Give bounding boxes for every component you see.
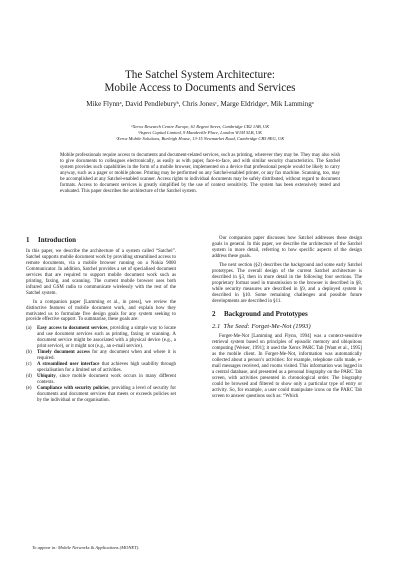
- left-column: [26, 236, 176, 404]
- goal-text: that achieves high usability through specialisation for a limited set of activities.: [37, 362, 177, 374]
- goal-title: A streamlined user interface: [37, 362, 100, 368]
- affiliation-c: ᶜXerox Mobile Solutions, Burleigh House, 13-15 Newmarket Road, Cambridge CB5 8EG, UK: [115, 136, 285, 141]
- design-goal-item: [26, 326, 176, 350]
- section-number: 1: [26, 236, 30, 244]
- subsection-title: The Seed: Forget-Me-Not (1993): [223, 323, 311, 331]
- section-heading-introduction: [26, 236, 176, 245]
- publication-footnote: To appear in: Mobile Networks & Applications (MONET).: [32, 545, 140, 550]
- goal-label: (a): [26, 326, 32, 332]
- affiliation-a: ᵃXerox Research Centre Europe, 61 Regent Street, Cambridge CB2 1AB, UK: [130, 124, 270, 129]
- goal-text: , providing a level of security for documents and document services that meets or exceeds policies set by the individual or the organisation.: [37, 385, 176, 403]
- design-goal-item: [26, 386, 176, 404]
- affiliation-b: ᵇAspect Capital Limited, 9 Mandeville Place, London W1M 5LB, UK: [138, 130, 262, 135]
- section-number: 2: [212, 310, 216, 319]
- goal-title: Ubiquity: [37, 374, 56, 380]
- goal-text: for any document when and where it is required.: [37, 350, 176, 362]
- goal-text: , since mobile document work occurs in many different contexts.: [37, 374, 176, 386]
- abstract: Mobile professionals require access to documents and document-related services, such as printing, wherever they may be. They may also wish to give documents to colleagues electronically, as easily as with paper, face-to-face, and with similar security characteristics. The Satchel system provides such capabilities in the form of a mobile browser, implemented on a device that professional people would be likely to carry anyway, such as a pager or mobile phone. Printing may be performed on any Satchel-enabled printer, or any fax machine. Scanning, too, may be accomplished at any Satchel-enabled scanner. Access rights to individual documents may be safely distributed, without regard to document formats. Access to document services is greatly simplified by the use of context sensitivity. The system has been extensively tested and evaluated. This paper describes the architecture of the Satchel system.: [60, 153, 340, 195]
- subsection-number: 2.1: [212, 323, 221, 331]
- design-goals-list: [26, 326, 176, 403]
- right-paragraph-1: Our companion paper discusses how Satchel addresses these design goals in general. In this paper, we describe the architecture of the Satchel system in more detail, referring to how specific aspects of the design address these goals.: [212, 236, 362, 259]
- section-heading-background: [212, 310, 362, 319]
- design-goal-item: [26, 362, 176, 374]
- right-paragraph-2: The next section (§2) describes the background and some early Satchel prototypes. The overall design of the current Satchel architecture is described in §3, then in more detail in the following four sections. The proprietary format used in transmission to the browser is described in §8, while security measures are described in §9, and a deployed system is described in §10. Some remaining challenges and possible future developments are described in §11.: [212, 262, 362, 304]
- goal-title: Timely document access: [37, 350, 90, 356]
- goal-label: (c): [26, 362, 32, 368]
- paper-title-line-1: The Satchel System Architecture:: [124, 69, 276, 81]
- goal-text: , providing a simple way to locate and use document services such as printing, faxing or scanning. A document service might be associated with a physical device (e.g., a print service), or it might not (e.g., an e-mail service).: [37, 326, 176, 350]
- background-paragraph-1: Forget-Me-Not [Lamming and Flynn, 1994] was a context-sensitive retrieval system based on principles of episodic memory and ubiquitous computing [Weiser, 1991]; it used the Xerox PARC Tab [Want et al., 1995] as the mobile client. In Forget-Me-Not, information was automatically collected about a person’s activities: for example, telephone calls made, e-mail messages received, and rooms visited. This information was logged in a central database, and presented as a personal biography on the PARC Tab screen, with activities presented in chronological order. The biography could be browsed and filtered to show only a particular type of entry or activity. So, for example, a user could manipulate icons on the PARC Tab screen to answer questions such as: “Which: [212, 334, 362, 400]
- goal-label: (d): [26, 374, 32, 380]
- goal-label: (b): [26, 350, 32, 356]
- goal-title: Easy access to document services: [37, 326, 108, 332]
- intro-paragraph-1: In this paper, we describe the architecture of a system called “Satchel”. Satchel supports mobile document work by providing streamlined access to remote documents, via a mobile browser running on a Nokia 9000 Communicator. In addition, Satchel provides a set of specialised document services that are required to support mobile document work such as printing, faxing, and scanning. The current mobile browser uses both infrared and GSM radio to communicate wirelessly with the rest of the Satchel system.: [26, 249, 176, 296]
- paper-title-line-2: Mobile Access to Documents and Services: [104, 82, 296, 94]
- section-title: Background and Prototypes: [224, 310, 308, 319]
- goal-label: (e): [26, 385, 32, 391]
- design-goal-item: [26, 350, 176, 362]
- design-goal-item: [26, 374, 176, 386]
- section-title: Introduction: [38, 236, 76, 244]
- subsection-heading: [212, 323, 362, 331]
- right-column: [212, 236, 362, 403]
- intro-paragraph-2: In a companion paper [Lamming et al., in press], we review the distinctive features of mobile document work, and explain how they motivated us to formulate five design goals for any system seeking to provide effective support. To summarise, these goals are:: [26, 299, 176, 323]
- goal-title: Compliance with security policies: [37, 385, 109, 391]
- author-list: Mike Flynnᵃ, David Pendleburyᵇ, Chris Jonesᶜ, Marge Eldridgeᵃ, Mik Lammingᵃ: [86, 100, 314, 108]
